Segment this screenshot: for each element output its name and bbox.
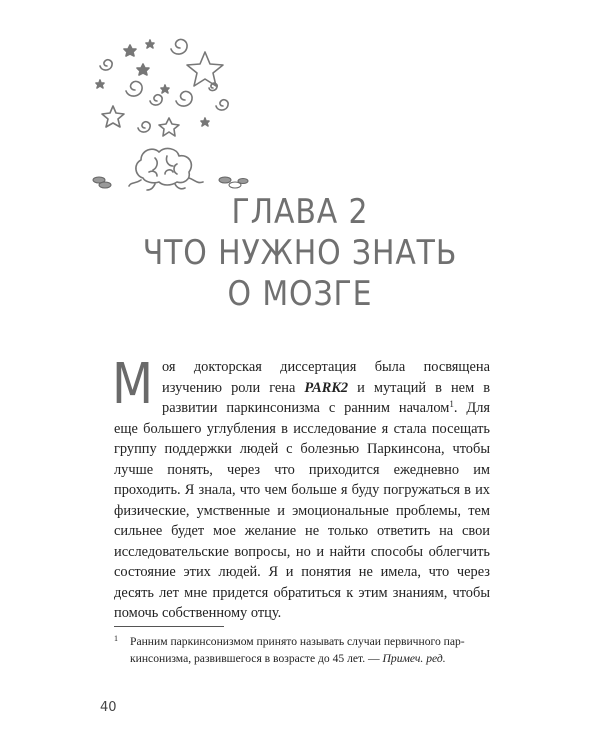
footnote-divider	[114, 626, 224, 627]
swirl-icon	[100, 60, 112, 70]
swirl-icon	[150, 95, 162, 105]
chapter-title	[36, 192, 564, 315]
swirl-icon	[126, 81, 142, 96]
gene-name: PARK2	[304, 379, 349, 396]
footnote-reference[interactable]: 1	[449, 399, 454, 409]
brain-icon	[129, 149, 203, 190]
pill-icon	[219, 177, 231, 183]
star-icon	[161, 85, 169, 93]
swirl-icon	[171, 39, 187, 54]
body-text-part-2: и мутаций в нем в развитии паркинсонизма с ранним началом	[162, 379, 490, 416]
pill-icon	[238, 179, 248, 184]
star-icon	[146, 40, 154, 48]
footnote-line-2-wrap	[114, 650, 490, 667]
swirl-icon	[176, 91, 192, 106]
page-number: 40	[100, 700, 117, 715]
swirl-icon	[216, 100, 228, 110]
footnote-line-2: кинсонизма, развившегося в возрасте до 45 лет. —	[130, 652, 383, 665]
footnote: 1 Ранним паркинсонизмом принято называть случаи первичного пар- кинсонизма, развившегося в возрасте до 45 лет. — Примеч. ред.	[114, 633, 490, 667]
pill-icon	[99, 182, 111, 188]
star-icon	[201, 118, 209, 126]
chapter-title-line-3: О МОЗГЕ	[227, 274, 373, 314]
body-paragraph	[112, 352, 490, 624]
chapter-illustration	[85, 28, 255, 198]
editor-note: Примеч. ред.	[382, 652, 446, 665]
star-icon	[102, 106, 124, 127]
star-icon	[137, 64, 149, 75]
drop-cap: М	[112, 352, 154, 417]
swirl-icon	[138, 122, 150, 132]
star-icon	[124, 45, 136, 56]
star-icon	[96, 80, 104, 88]
chapter-title-line-2: ЧТО НУЖНО ЗНАТЬ	[142, 233, 458, 273]
star-icon	[159, 118, 179, 136]
body-text-part-3: . Для еще большего углубления в исследование я стала посещать группу поддержки людей с болезнью Паркинсона, чтобы лучше понять, через что приходится ежедневно им проходить. Я знала, что чем больше я буду погружаться в их физические, умственные и эмоциональные проблемы, тем сильнее будет мое желание не только ответить на свои исследовательские вопросы, но и найти способы облегчить состояние этих людей. Я и понятия не имела, что через десять лет мне придется обратиться к этим знаниям, чтобы помочь собственному отцу.	[114, 400, 490, 621]
large-star-icon	[187, 52, 223, 86]
chapter-title-line-1: ГЛАВА 2	[231, 192, 369, 232]
footnote-line-1: Ранним паркинсонизмом принято называть случаи первичного пар-	[130, 635, 465, 648]
body-text-part-1: оя докторская диссертация была посвящена изучению роли гена	[162, 359, 490, 396]
